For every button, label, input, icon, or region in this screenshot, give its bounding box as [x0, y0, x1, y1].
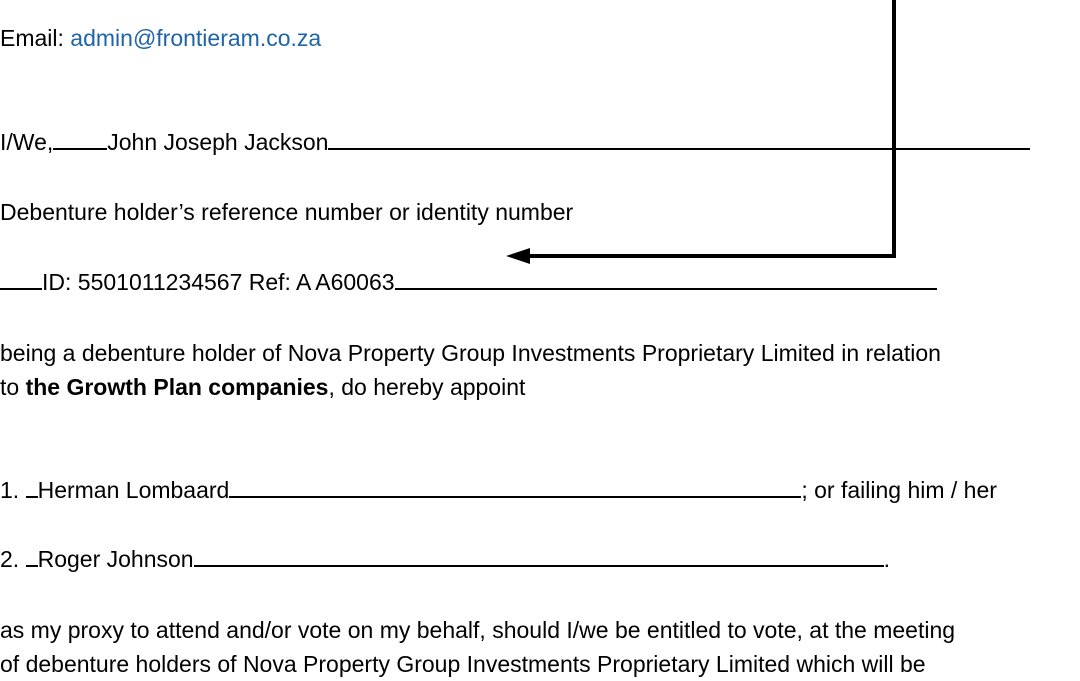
- holder-name-field[interactable]: John Joseph Jackson: [107, 129, 329, 155]
- intro-line-1: being a debenture holder of Nova Property Group Investments Proprietary Limited in relation: [0, 340, 941, 366]
- intro-line-2-suffix: , do hereby appoint: [328, 374, 526, 400]
- reference-label: Debenture holder’s reference number or identity number: [0, 199, 574, 225]
- proxy-name-field[interactable]: Herman Lombaard: [37, 477, 230, 503]
- proxy-number: 1.: [0, 477, 20, 503]
- closing-line-2: of debenture holders of Nova Property Group Investments Proprietary Limited which will be: [0, 651, 926, 677]
- proxy-suffix: ; or failing him / her: [801, 477, 997, 503]
- email-label: Email:: [0, 25, 64, 51]
- reference-value-field[interactable]: ID: 5501011234567 Ref: A A60063: [42, 269, 395, 295]
- proxy-number: 2.: [0, 546, 20, 572]
- holder-prefix: I/We,: [0, 129, 54, 155]
- proxy-suffix: .: [883, 546, 890, 572]
- proxy-name-field[interactable]: Roger Johnson: [37, 546, 194, 572]
- growth-plan-companies: the Growth Plan companies: [25, 374, 329, 400]
- arrow-line: [528, 0, 894, 256]
- arrow-head-icon: [506, 248, 530, 264]
- email-link[interactable]: admin@frontieram.co.za: [70, 25, 322, 51]
- intro-line-2-prefix: to: [0, 374, 20, 400]
- closing-line-1: as my proxy to attend and/or vote on my behalf, should I/we be entitled to vote, at the meeting: [0, 617, 956, 643]
